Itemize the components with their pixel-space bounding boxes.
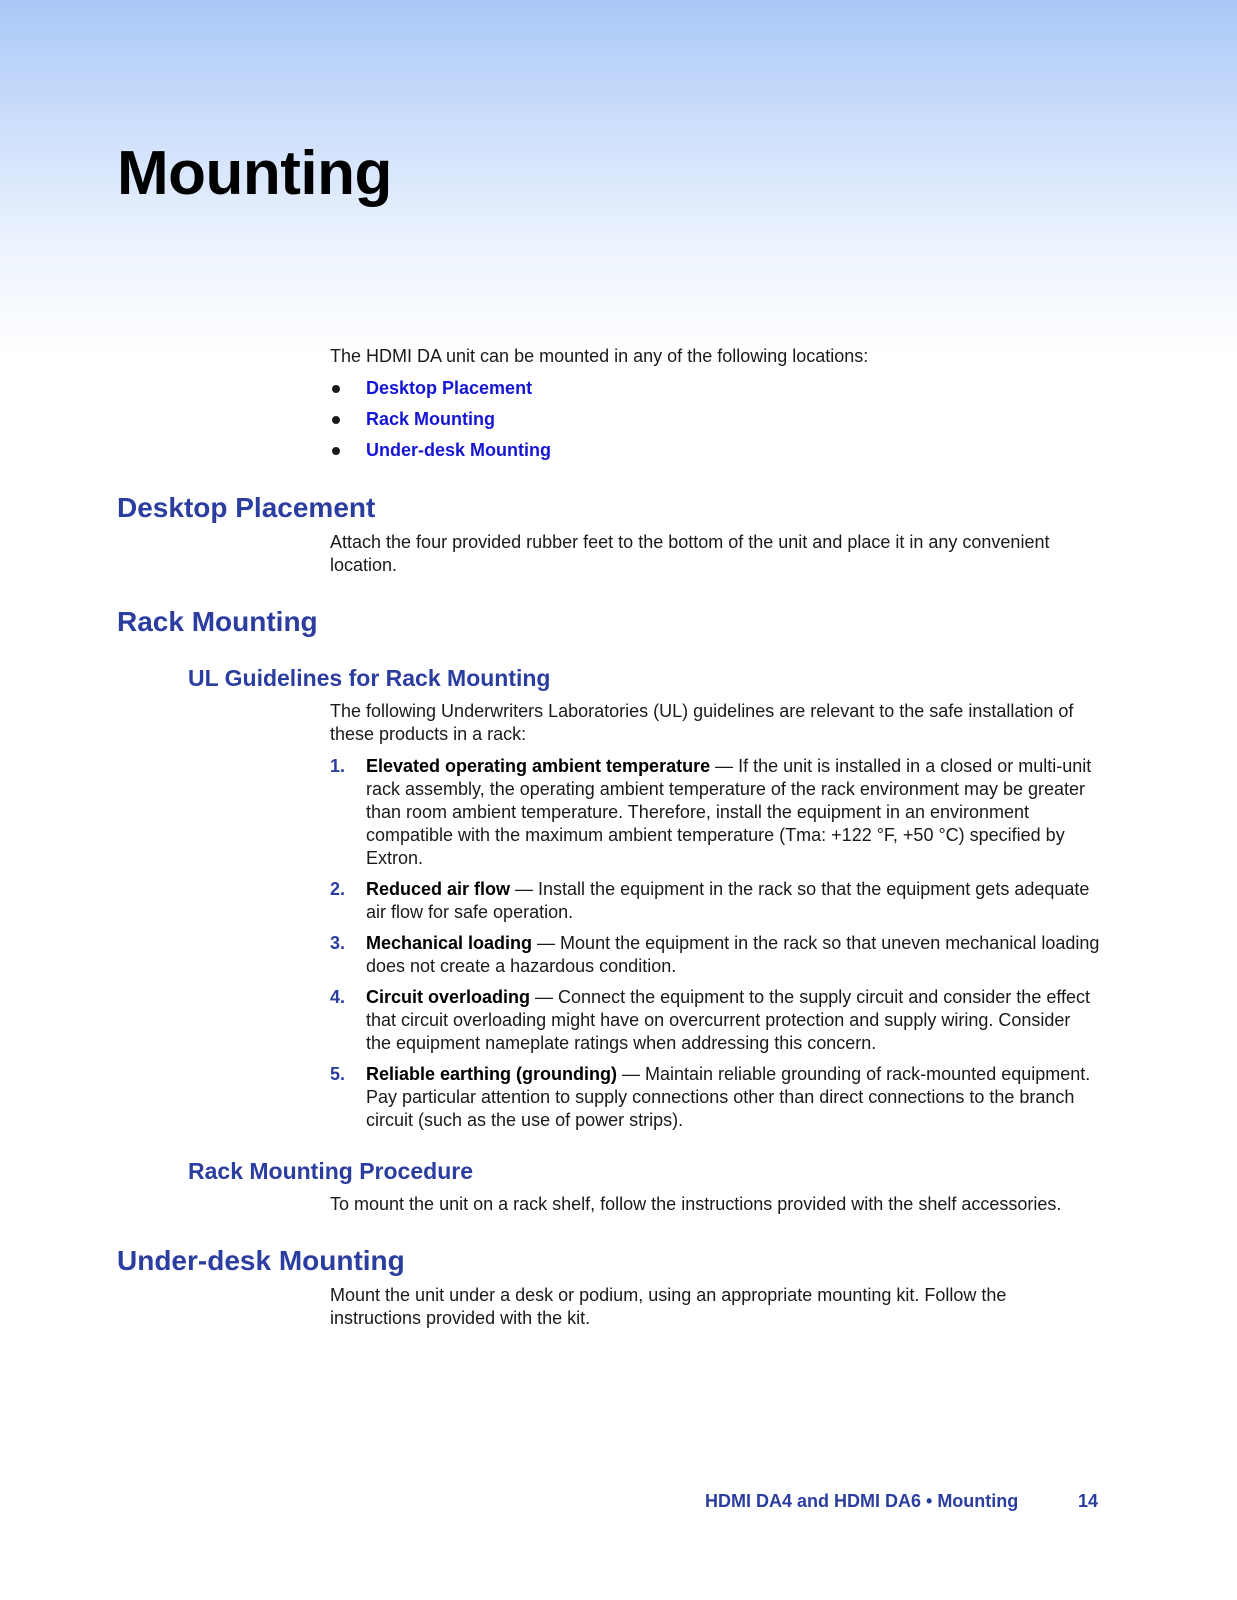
list-term: Reliable earthing (grounding) xyxy=(366,1064,617,1084)
heading-ul-guidelines: UL Guidelines for Rack Mounting xyxy=(188,665,551,691)
list-item xyxy=(330,878,1100,924)
list-number: 1. xyxy=(330,756,346,776)
list-term: Reduced air flow xyxy=(366,879,511,899)
page-title: Mounting xyxy=(117,139,392,208)
list-number: 4. xyxy=(330,987,346,1007)
location-links xyxy=(330,373,551,466)
page-number: 14 xyxy=(1078,1491,1099,1511)
list-text: — Install the equipment in the rack so that the equipment gets adequate air flow for safe operation. xyxy=(366,879,1090,922)
heading-under-desk-mounting: Under-desk Mounting xyxy=(117,1245,405,1276)
bullet-icon xyxy=(332,447,340,455)
bullet-icon xyxy=(332,416,340,424)
procedure-text: To mount the unit on a rack shelf, follow the instructions provided with the shelf accessories. xyxy=(330,1194,1062,1214)
underdesk-text: Mount the unit under a desk or podium, using an appropriate mounting kit. Follow the instructions provided with the kit. xyxy=(330,1285,1007,1328)
link-rack-mounting[interactable]: Rack Mounting xyxy=(366,409,495,429)
desktop-text: Attach the four provided rubber feet to the bottom of the unit and place it in any convenient location. xyxy=(330,532,1050,575)
list-item xyxy=(330,755,1100,870)
list-number: 2. xyxy=(330,879,346,899)
list-number: 3. xyxy=(330,933,346,953)
footer-doc-title: HDMI DA4 and HDMI DA6 • Mounting xyxy=(705,1491,1019,1511)
heading-rack-mounting: Rack Mounting xyxy=(117,606,318,637)
list-item xyxy=(330,932,1100,978)
bullet-icon xyxy=(332,385,340,393)
list-term: Circuit overloading xyxy=(366,987,531,1007)
list-term: Elevated operating ambient temperature xyxy=(366,756,711,776)
list-term: Mechanical loading xyxy=(366,933,533,953)
location-link-item xyxy=(330,373,551,404)
heading-desktop-placement: Desktop Placement xyxy=(117,492,376,523)
list-text: — If the unit is installed in a closed or multi-unit rack assembly, the operating ambient temperature of the rack environment may be greater than room ambient temperature. Therefore, install the equipment in an environment compatible with the maximum ambient temperature (Tma: +122 °F, +50 °C) specified by Extron. xyxy=(366,756,1092,868)
ul-intro-text: The following Underwriters Laboratories (UL) guidelines are relevant to the safe installation of these products in a rack: xyxy=(330,701,1074,744)
link-desktop-placement[interactable]: Desktop Placement xyxy=(366,378,533,398)
location-link-item xyxy=(330,435,551,466)
list-text: — Maintain reliable grounding of rack-mounted equipment. Pay particular attention to supply connections other than direct connections to the branch circuit (such as the use of power strips). xyxy=(366,1064,1091,1130)
intro-text: The HDMI DA unit can be mounted in any of the following locations: xyxy=(330,346,869,366)
list-item xyxy=(330,1063,1100,1132)
heading-rack-mounting-procedure: Rack Mounting Procedure xyxy=(188,1158,473,1184)
list-text: — Mount the equipment in the rack so that uneven mechanical loading does not create a hazardous condition. xyxy=(366,933,1100,976)
link-under-desk-mounting[interactable]: Under-desk Mounting xyxy=(366,440,551,460)
list-text: — Connect the equipment to the supply circuit and consider the effect that circuit overloading might have on overcurrent protection and supply wiring. Consider the equipment nameplate ratings when addressing this concern. xyxy=(366,987,1091,1053)
ul-guidelines-list xyxy=(330,755,1100,1140)
list-number: 5. xyxy=(330,1064,346,1084)
location-link-item xyxy=(330,404,551,435)
list-item xyxy=(330,986,1100,1055)
